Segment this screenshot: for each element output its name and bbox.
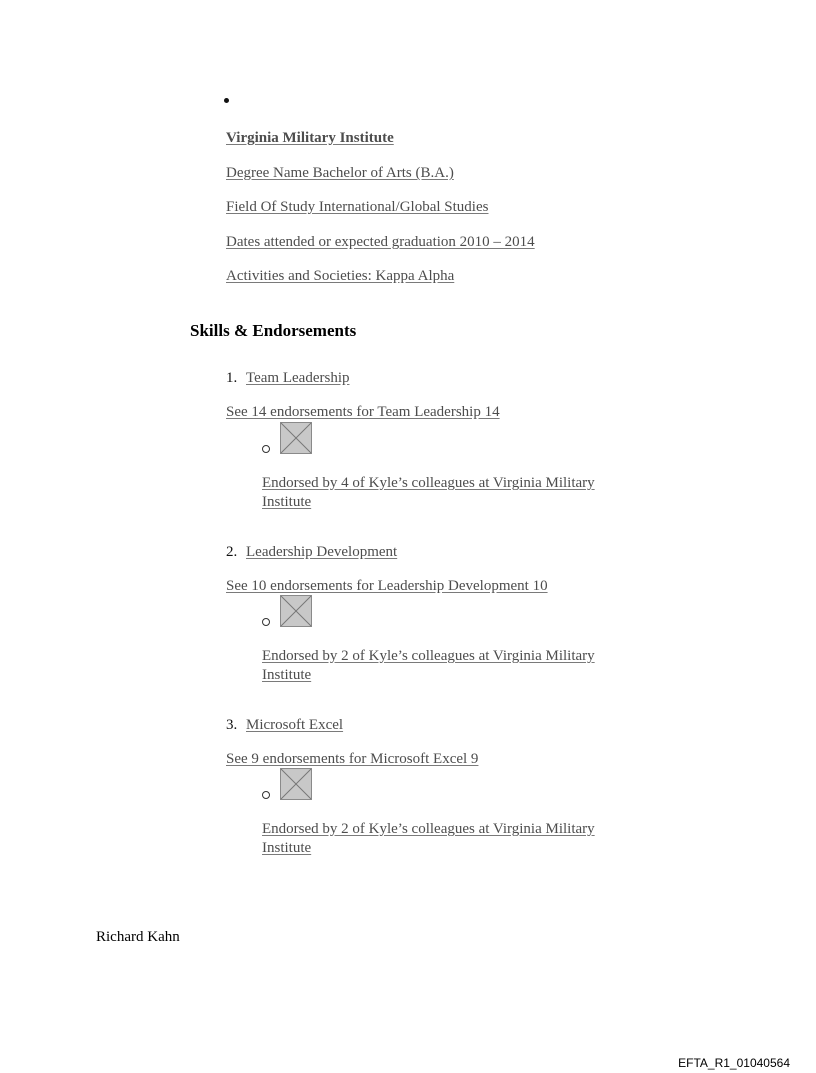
sub-bullet-icon [262,791,270,799]
endorsed-by-link-cont[interactable]: Institute [262,840,312,856]
sub-bullet-icon [262,618,270,626]
endorsed-by-link[interactable]: Endorsed by 2 of Kyle’s colleagues at Virginia Military [262,648,595,664]
document-id: EFTA_R1_01040564 [678,1056,790,1070]
sub-bullet-icon [262,445,270,453]
endorsements-link[interactable]: See 10 endorsements for Leadership Development 10 [226,578,548,594]
endorsed-by-link-cont[interactable]: Institute [262,667,312,683]
skill-link-microsoft-excel[interactable]: Microsoft Excel [246,717,344,733]
footer-name: Richard Kahn [96,929,180,945]
skill-link-leadership-development[interactable]: Leadership Development [246,544,398,560]
dates-attended-link[interactable]: Dates attended or expected graduation 2010 – 2014 [226,234,535,250]
field-of-study-link[interactable]: Field Of Study International/Global Studies [226,199,489,215]
endorsed-by-link[interactable]: Endorsed by 2 of Kyle’s colleagues at Virginia Military [262,821,595,837]
degree-link[interactable]: Degree Name Bachelor of Arts (B.A.) [226,165,454,181]
endorsements-link[interactable]: See 14 endorsements for Team Leadership 14 [226,404,500,420]
activities-link[interactable]: Activities and Societies: Kappa Alpha [226,268,455,284]
skills-heading: Skills & Endorsements [190,321,357,340]
skill-number: 1. [226,370,238,386]
endorsed-by-link[interactable]: Endorsed by 4 of Kyle’s colleagues at Virginia Military [262,475,595,491]
skill-number: 3. [226,717,238,733]
endorsed-by-link-cont[interactable]: Institute [262,494,312,510]
broken-image-icon [280,768,312,800]
skill-number: 2. [226,544,238,560]
list-bullet [224,98,229,103]
broken-image-icon [280,595,312,627]
skill-link-team-leadership[interactable]: Team Leadership [246,370,350,386]
school-link[interactable]: Virginia Military Institute [226,130,394,146]
endorsements-link[interactable]: See 9 endorsements for Microsoft Excel 9 [226,751,479,767]
broken-image-icon [280,422,312,454]
